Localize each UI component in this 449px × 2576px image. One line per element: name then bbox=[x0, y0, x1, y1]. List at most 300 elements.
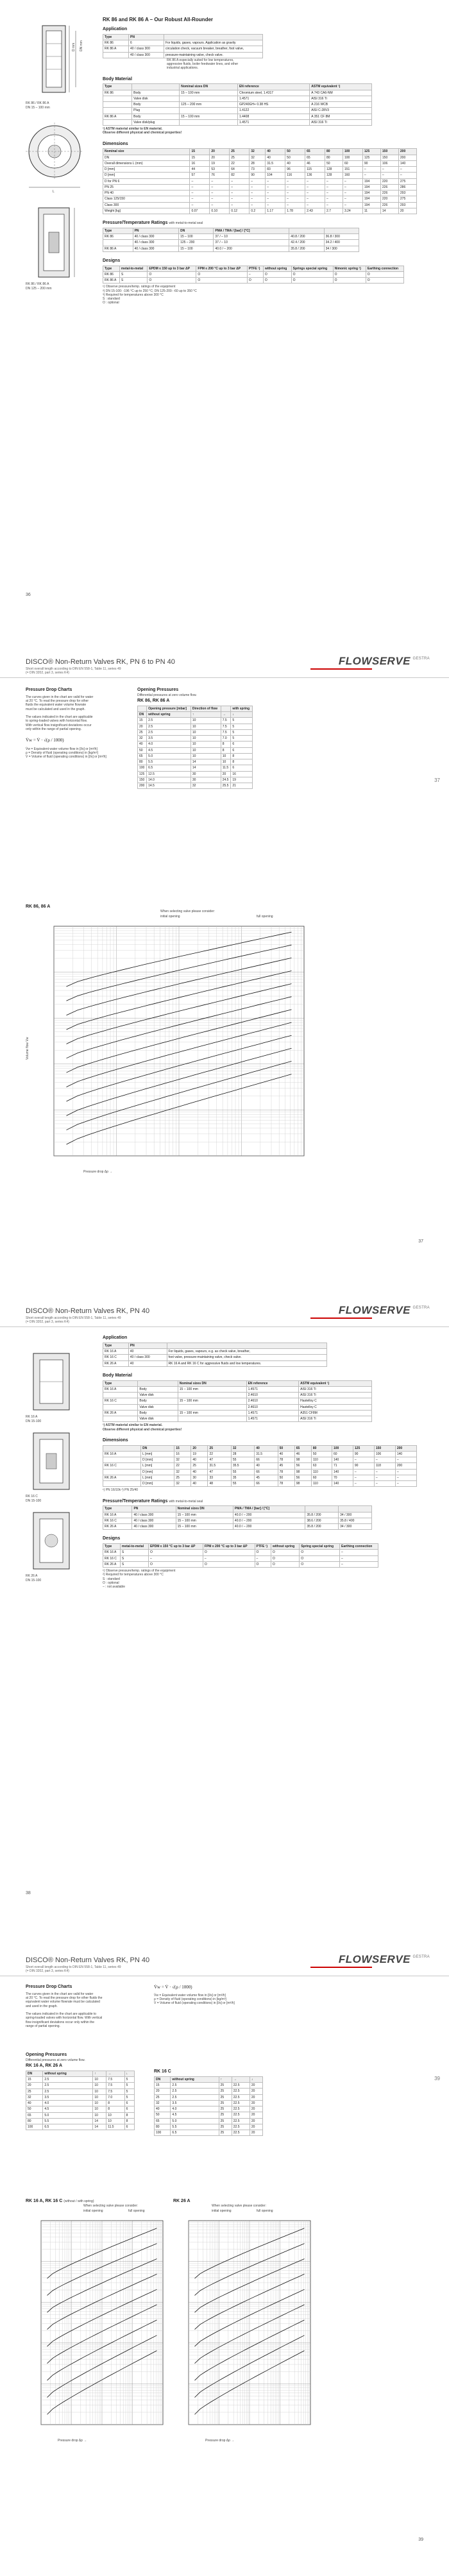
valve-drawing-round bbox=[19, 113, 90, 196]
table-cell: 22.5 bbox=[232, 2118, 250, 2124]
table-cell: 32 bbox=[155, 2100, 171, 2106]
table-cell: – bbox=[343, 202, 362, 208]
table-cell: 80 bbox=[325, 155, 343, 160]
table-header-cell: Nominal sizes DN bbox=[178, 1380, 246, 1386]
table-cell: O bbox=[263, 271, 291, 277]
valve-drawing-bottom bbox=[23, 203, 85, 282]
table-cell: O bbox=[300, 1561, 340, 1567]
table-cell: 6 bbox=[124, 2101, 134, 2106]
table-cell: 80 bbox=[26, 2118, 43, 2124]
table-cell: 10 bbox=[93, 2112, 106, 2118]
th bbox=[132, 84, 180, 90]
table-cell: 50 bbox=[285, 155, 305, 160]
table-row bbox=[26, 2124, 135, 2130]
table-cell: 118 bbox=[374, 1463, 395, 1469]
table-row bbox=[103, 108, 372, 114]
table-cell: AISI 316 Ti bbox=[299, 1386, 372, 1392]
chart1-x-label: Pressure drop Δp → bbox=[58, 2439, 87, 2443]
table-cell: 2.5 bbox=[171, 2089, 219, 2094]
table-header-cell: Nimonic spring ²) bbox=[333, 266, 366, 271]
table-cell: 3.24 bbox=[343, 208, 362, 214]
table-header-cell: 200 bbox=[395, 1445, 416, 1451]
table-cell: 5 bbox=[231, 718, 253, 724]
dim-rows bbox=[103, 1451, 417, 1487]
table-cell: 78 bbox=[278, 1469, 294, 1475]
table-row bbox=[103, 1550, 378, 1555]
table-cell: 19 bbox=[210, 160, 230, 166]
table-cell: O bbox=[255, 1561, 271, 1567]
table-row bbox=[103, 234, 359, 240]
table-cell: 10 bbox=[221, 753, 231, 759]
designs-table bbox=[103, 1543, 378, 1568]
header-rule bbox=[0, 677, 449, 678]
table-cell: 6 bbox=[124, 2124, 134, 2130]
table-cell: 37 / – 10 bbox=[214, 234, 289, 240]
table-cell: 25 bbox=[26, 2089, 43, 2094]
table-cell: – bbox=[380, 173, 398, 178]
table-cell: 2.5 bbox=[147, 718, 191, 724]
table-cell: circulation check, vacuum breaker, breather, foot valve, bbox=[164, 46, 263, 52]
pt-ratings-suffix: with metal-to-metal seal bbox=[169, 221, 203, 225]
table-row bbox=[103, 1475, 417, 1480]
table-header-cell: 50 bbox=[278, 1445, 294, 1451]
caption-5: RK 26 A bbox=[26, 1574, 38, 1578]
table-cell: 22 bbox=[208, 1451, 231, 1457]
table-cell: O bbox=[333, 278, 366, 284]
table-cell: 2.4610 bbox=[246, 1398, 299, 1404]
table-cell: RK 16 C bbox=[103, 1398, 138, 1404]
table-cell bbox=[103, 1393, 138, 1398]
table-header-cell: without spring bbox=[147, 712, 191, 718]
table-cell: 22.5 bbox=[232, 2083, 250, 2089]
table-cell: – bbox=[305, 202, 325, 208]
caption-6: DN 15-100 bbox=[26, 1579, 42, 1582]
table-header-cell: ↓ bbox=[231, 712, 253, 718]
table-cell: – bbox=[148, 1555, 203, 1561]
table-cell: 15 – 100 mm bbox=[178, 1398, 246, 1404]
table-header-cell: Nominal size bbox=[103, 149, 190, 155]
table-cell: O bbox=[148, 271, 196, 277]
table-cell: 90 bbox=[353, 1463, 374, 1469]
table-row bbox=[103, 40, 263, 46]
table-cell: 226 bbox=[380, 191, 398, 196]
table-header-cell: PN bbox=[128, 1343, 167, 1348]
table-row bbox=[26, 2118, 135, 2124]
table-cell: 140 bbox=[398, 160, 416, 166]
text-line: Observe different physical and chemical properties! bbox=[103, 1427, 182, 1432]
table-header-cell: Type bbox=[103, 266, 120, 271]
table-cell: O bbox=[203, 1550, 255, 1555]
table-header-cell: PTFE ¹) bbox=[255, 1544, 271, 1550]
table-cell: 40 / class 300 bbox=[129, 52, 164, 58]
table-row bbox=[138, 718, 253, 724]
body-material-table bbox=[103, 83, 372, 126]
table-cell: 194 bbox=[362, 184, 380, 190]
table-header-cell: 32 bbox=[231, 1445, 254, 1451]
table-header-cell: PN bbox=[132, 1506, 176, 1512]
designs-notes bbox=[103, 1569, 423, 1589]
table-cell: 6 bbox=[124, 2106, 134, 2112]
table-cell: 15 – 100 mm bbox=[176, 1512, 233, 1518]
table-cell: 7.5 bbox=[221, 718, 231, 724]
pd-text bbox=[26, 1992, 141, 2028]
table-cell: 25 bbox=[191, 1463, 208, 1469]
table-header-cell: → bbox=[221, 712, 231, 718]
application-heading: Application bbox=[103, 27, 128, 31]
pt-ratings-heading bbox=[103, 221, 423, 226]
table-cell: 2.4610 bbox=[246, 1404, 299, 1410]
dimensions-rows bbox=[103, 155, 417, 214]
table-cell: 6 bbox=[129, 40, 164, 46]
table-header-cell: without spring bbox=[271, 1544, 299, 1550]
table-row bbox=[103, 1524, 372, 1530]
table-cell: 1.4571 bbox=[246, 1416, 299, 1422]
table-cell: 10 bbox=[93, 2077, 106, 2083]
table-cell: O bbox=[203, 1561, 255, 1567]
table-cell: 2.5 bbox=[147, 724, 191, 729]
table-cell: – bbox=[353, 1457, 374, 1463]
table-cell: 19 bbox=[231, 777, 253, 783]
table-cell: 194 bbox=[362, 196, 380, 202]
table-cell: – bbox=[325, 191, 343, 196]
table-cell: 90 bbox=[362, 160, 380, 166]
text-line: V̇ = Volume of fluid (operating conditions) in [l/s] or [m³/h] bbox=[154, 2001, 235, 2006]
table-row bbox=[155, 2118, 263, 2124]
body-material-rows bbox=[103, 90, 372, 126]
text-line: ρ = Density of fluid (operating conditions) in [kg/m³] bbox=[26, 751, 98, 755]
table-cell: 70 bbox=[332, 1475, 353, 1480]
table-header-cell: Type bbox=[103, 1506, 132, 1512]
table-row bbox=[138, 741, 253, 747]
table-cell: 10 bbox=[191, 718, 221, 724]
table-cell: 98 bbox=[294, 1457, 311, 1463]
header-title: DISCO® Non-Return Valves RK, PN 40 bbox=[26, 1307, 150, 1315]
caption-1: RK 16 A bbox=[26, 1415, 38, 1419]
text-line: V̇w = Equivalent water volume flow in [l/s] or [m³/h] bbox=[154, 1993, 226, 1997]
table-cell: RK 86 A bbox=[103, 46, 129, 52]
table-cell: D [mm] bbox=[103, 167, 190, 173]
table-cell: 40 / class 300 bbox=[133, 240, 179, 246]
table-cell: 22.5 bbox=[232, 2106, 250, 2112]
designs-notes bbox=[103, 285, 423, 305]
table-cell: 20 bbox=[250, 2083, 262, 2089]
table-cell: 25.5 bbox=[221, 783, 231, 789]
th bbox=[164, 34, 263, 40]
table-cell: For liquids, gases, vapours, e.g. as check valve, breather, bbox=[167, 1349, 327, 1355]
page-gap bbox=[0, 607, 449, 649]
table-cell: 22.5 bbox=[232, 2124, 250, 2130]
table-row bbox=[103, 1410, 372, 1416]
table-cell: 1.4571 bbox=[246, 1386, 299, 1392]
chart-y-label: Volume flow V̇w bbox=[26, 1037, 30, 1060]
table-cell: – bbox=[353, 1481, 374, 1487]
table-cell: 25 bbox=[138, 729, 147, 735]
th: PN bbox=[129, 34, 164, 40]
table-cell: RK 26 A bbox=[103, 1524, 132, 1530]
table-cell: – bbox=[374, 1457, 395, 1463]
table-cell: 80 bbox=[138, 759, 147, 765]
table-header-cell: Direction of flow bbox=[191, 706, 221, 711]
table-header-cell: Springs special spring bbox=[291, 266, 333, 271]
note-line: industrial applications. bbox=[167, 66, 199, 71]
table-cell: Class 125/150 bbox=[103, 196, 190, 202]
op-left-rows bbox=[26, 2077, 135, 2130]
table-cell: D [mm] bbox=[141, 1481, 174, 1487]
table-cell: 150 bbox=[380, 155, 398, 160]
text-line: ²) Required for temperatures above 300 °C bbox=[103, 1573, 164, 1577]
table-cell: 136 bbox=[305, 173, 325, 178]
table-cell: 32 bbox=[250, 155, 266, 160]
table-cell: RK 86 bbox=[103, 271, 120, 277]
table-header-cell: ↑ bbox=[219, 2076, 232, 2082]
table-cell: 36.8 / 300 bbox=[324, 234, 359, 240]
header-title: DISCO® Non-Return Valves RK, PN 40 bbox=[26, 1956, 150, 1964]
table-cell: O bbox=[196, 271, 248, 277]
table-cell: 20 bbox=[250, 2100, 262, 2106]
table-header-cell: ↓ bbox=[124, 2071, 134, 2076]
table-header-cell bbox=[138, 706, 147, 711]
table-cell: 1.4571 bbox=[237, 119, 309, 125]
table-cell: – bbox=[230, 178, 250, 184]
table-cell: RK 16 A bbox=[103, 1451, 141, 1457]
text-line: V̇ = Volume of fluid (operating conditions) in [l/s] or [m³/h] bbox=[26, 755, 106, 759]
table-cell: 78 bbox=[278, 1481, 294, 1487]
table-cell: 22.5 bbox=[232, 2094, 250, 2100]
table-header-cell: EPDM ≤ 150 up to 3 bar ΔP bbox=[148, 266, 196, 271]
table-cell: – bbox=[325, 202, 343, 208]
table-row bbox=[103, 160, 417, 166]
table-cell: 10 bbox=[191, 741, 221, 747]
table-cell: 11 bbox=[362, 208, 380, 214]
table-cell: 6.5 bbox=[171, 2130, 219, 2136]
table-cell: 15 – 100 mm bbox=[178, 1410, 246, 1416]
table-row bbox=[103, 240, 359, 246]
table-cell: – bbox=[343, 184, 362, 190]
table-cell: 40.0 / – 200 bbox=[214, 246, 289, 251]
table-cell: 40 bbox=[278, 1451, 294, 1457]
table-row bbox=[103, 1386, 372, 1392]
table-cell: 78 bbox=[278, 1457, 294, 1463]
table-cell: 1.4122 bbox=[237, 108, 309, 114]
table-header-cell: metal-to-metal bbox=[119, 266, 147, 271]
table-cell: 28 bbox=[250, 160, 266, 166]
table-cell: 96 bbox=[285, 167, 305, 173]
table-row bbox=[103, 1463, 417, 1469]
table-cell: 76 bbox=[210, 173, 230, 178]
table-cell: 30 bbox=[191, 777, 221, 783]
table-cell: 10 bbox=[191, 747, 221, 753]
table-header-cell: without spring bbox=[171, 2076, 219, 2082]
brand-logo: FLOWSERVE bbox=[338, 655, 411, 667]
table-cell: foot valve, pressure-maintaining valve, check valve. bbox=[167, 1355, 327, 1360]
table-cell: 22.5 bbox=[232, 2130, 250, 2136]
table-cell: 15 – 100 mm bbox=[176, 1518, 233, 1523]
table-cell: 10 bbox=[191, 724, 221, 729]
table-cell: pressure-maintaining valve, check valve. bbox=[164, 52, 263, 58]
table-cell: 2.5 bbox=[171, 2094, 219, 2100]
table-cell: S bbox=[119, 271, 147, 277]
chart-note-3: full opening bbox=[257, 915, 273, 919]
table-cell: Valve disk bbox=[138, 1404, 178, 1410]
application-heading: Application bbox=[103, 1335, 128, 1340]
table-cell bbox=[103, 1416, 138, 1422]
table-cell: 65 bbox=[305, 155, 325, 160]
chart1-note-2: initial opening bbox=[83, 2209, 103, 2213]
app-head bbox=[103, 1343, 327, 1348]
table-cell: O bbox=[148, 1561, 203, 1567]
table-cell: 6 bbox=[231, 747, 253, 753]
table-cell bbox=[180, 119, 238, 125]
table-cell: 1.4571 bbox=[237, 96, 309, 101]
table-cell: Chromium steel, 1.4317 bbox=[237, 90, 309, 96]
table-cell: RK 16 C bbox=[103, 1518, 132, 1523]
table-row bbox=[138, 736, 253, 741]
table-cell: – bbox=[266, 191, 285, 196]
pt-head bbox=[103, 1506, 372, 1512]
table-row bbox=[138, 759, 253, 765]
table-row bbox=[138, 729, 253, 735]
table-cell: 128 bbox=[325, 173, 343, 178]
table-cell: 14 bbox=[191, 759, 221, 765]
table-cell: 40 bbox=[255, 1463, 278, 1469]
table-row bbox=[155, 2106, 263, 2112]
text-line: ¹) ASTM material similar to EN material. bbox=[103, 1423, 163, 1428]
table-cell: 73 bbox=[250, 167, 266, 173]
op-left-title: RK 16 A, RK 26 A bbox=[26, 2063, 63, 2068]
table-cell: 7.5 bbox=[106, 2077, 124, 2083]
table-cell: 8 bbox=[106, 2106, 124, 2112]
table-cell: 10 bbox=[93, 2106, 106, 2112]
caption-4: DN 15-100 bbox=[26, 1499, 42, 1503]
page-gap bbox=[0, 1256, 449, 1298]
table-cell: 15 bbox=[155, 2083, 171, 2089]
table-cell: S bbox=[120, 1550, 148, 1555]
op-head bbox=[138, 712, 253, 718]
op-rows bbox=[138, 718, 253, 789]
table-header-cell: PN bbox=[133, 228, 179, 233]
table-cell: Valve disk/plug bbox=[132, 119, 180, 125]
table-cell: 20 bbox=[210, 155, 230, 160]
table-cell: 15 bbox=[138, 718, 147, 724]
table-cell: 275 bbox=[398, 196, 416, 202]
table-cell: RK 86 bbox=[103, 90, 132, 96]
table-cell: 5 bbox=[231, 729, 253, 735]
table-cell: Body bbox=[138, 1410, 178, 1416]
table-cell: AISI 316 Ti bbox=[299, 1416, 372, 1422]
table-header-cell: 65 bbox=[305, 149, 325, 155]
table-cell: 15 – 100 mm bbox=[178, 1386, 246, 1392]
table-cell: S bbox=[119, 278, 147, 284]
table-cell: 60 bbox=[332, 1451, 353, 1457]
dim-label-d: D mm bbox=[72, 42, 76, 51]
table-cell: 7.5 bbox=[221, 724, 231, 729]
table-header-cell: 125 bbox=[353, 1445, 374, 1451]
table-cell: 10 bbox=[106, 2118, 124, 2124]
table-row bbox=[103, 1393, 372, 1398]
pressure-drop-chart-1 bbox=[26, 2217, 167, 2435]
table-cell: 20 bbox=[26, 2083, 43, 2089]
table-cell: – bbox=[353, 1469, 374, 1475]
table-cell: 20 bbox=[250, 2089, 262, 2094]
table-cell: 194 bbox=[362, 202, 380, 208]
table-cell: 48 bbox=[208, 1481, 231, 1487]
table-row bbox=[155, 2094, 263, 2100]
table-cell: 35.5 bbox=[231, 1463, 254, 1469]
table-cell bbox=[178, 1404, 246, 1410]
dimensions-head bbox=[103, 149, 417, 155]
opening-pressures-left bbox=[26, 2053, 141, 2130]
table-cell: 0.07 bbox=[190, 208, 210, 214]
table-cell: A 743 CA6-NM bbox=[310, 90, 372, 96]
table-header-cell: PMA / TMA / [bar] / [°C] bbox=[214, 228, 289, 233]
table-cell: 19 bbox=[191, 1451, 208, 1457]
formula: V̇w = V̇ · √(ρ / 1000) bbox=[154, 1985, 192, 1990]
table-header-cell: 40 bbox=[266, 149, 285, 155]
text-line: S : standard bbox=[103, 297, 120, 301]
caption-2: DN 15-100 bbox=[26, 1419, 42, 1423]
table-cell: 33 bbox=[208, 1475, 231, 1480]
table-cell: – bbox=[250, 196, 266, 202]
table-row bbox=[103, 46, 263, 52]
table-cell: 98 bbox=[294, 1481, 311, 1487]
table-cell: 65 bbox=[26, 2112, 43, 2118]
table-cell: O bbox=[366, 271, 403, 277]
table-cell: 5.5 bbox=[43, 2118, 93, 2124]
table-cell: 28 bbox=[231, 1451, 254, 1457]
table-header-cell: Type bbox=[103, 228, 133, 233]
designs-head bbox=[103, 1544, 378, 1550]
table-cell: 66 bbox=[255, 1457, 278, 1463]
drawing-caption-4: DN 125 – 200 mm bbox=[26, 287, 52, 291]
table-cell: 25 bbox=[219, 2124, 232, 2130]
table-cell: 66 bbox=[255, 1469, 278, 1475]
table-cell: – bbox=[339, 1561, 378, 1567]
table-cell: 60 bbox=[343, 160, 362, 166]
table-cell: O bbox=[263, 278, 291, 284]
op-left-table bbox=[26, 2071, 135, 2131]
table-cell: 125 bbox=[138, 771, 147, 777]
table-cell: – bbox=[395, 1481, 416, 1487]
table-cell: 14 bbox=[93, 2118, 106, 2124]
table-cell: – bbox=[250, 184, 266, 190]
table-cell: 7.0 bbox=[106, 2094, 124, 2100]
table-cell: 20 bbox=[250, 2112, 262, 2118]
table-cell: 31.5 bbox=[255, 1451, 278, 1457]
table-cell: 275 bbox=[398, 178, 416, 184]
table-header-cell: 20 bbox=[191, 1445, 208, 1451]
table-cell: 35.8 / 400 bbox=[339, 1518, 372, 1523]
table-cell: 55 bbox=[231, 1469, 254, 1475]
text-line: O : optional bbox=[103, 1580, 119, 1585]
table-cell: 37 / – 10 bbox=[214, 240, 289, 246]
pt-ratings-heading bbox=[103, 1499, 423, 1505]
table-cell: 200 bbox=[398, 155, 416, 160]
table-cell: 293 bbox=[398, 191, 416, 196]
body-material-table bbox=[103, 1380, 372, 1423]
table-header-cell: 100 bbox=[343, 149, 362, 155]
pt-rows bbox=[103, 1512, 372, 1530]
text-line: and used in the graph. bbox=[26, 2004, 58, 2008]
table-cell: 286 bbox=[398, 184, 416, 190]
table-cell: 2.5 bbox=[43, 2089, 93, 2094]
app-rows bbox=[103, 1349, 327, 1367]
table-cell: – bbox=[374, 1475, 395, 1480]
pressure-drop-chart bbox=[38, 922, 308, 1166]
table-row bbox=[103, 1349, 327, 1355]
table-cell: – bbox=[305, 191, 325, 196]
header-rule bbox=[0, 1326, 449, 1327]
note-line: aggressive fluids, boiler feedwater lines, and other bbox=[167, 62, 239, 66]
